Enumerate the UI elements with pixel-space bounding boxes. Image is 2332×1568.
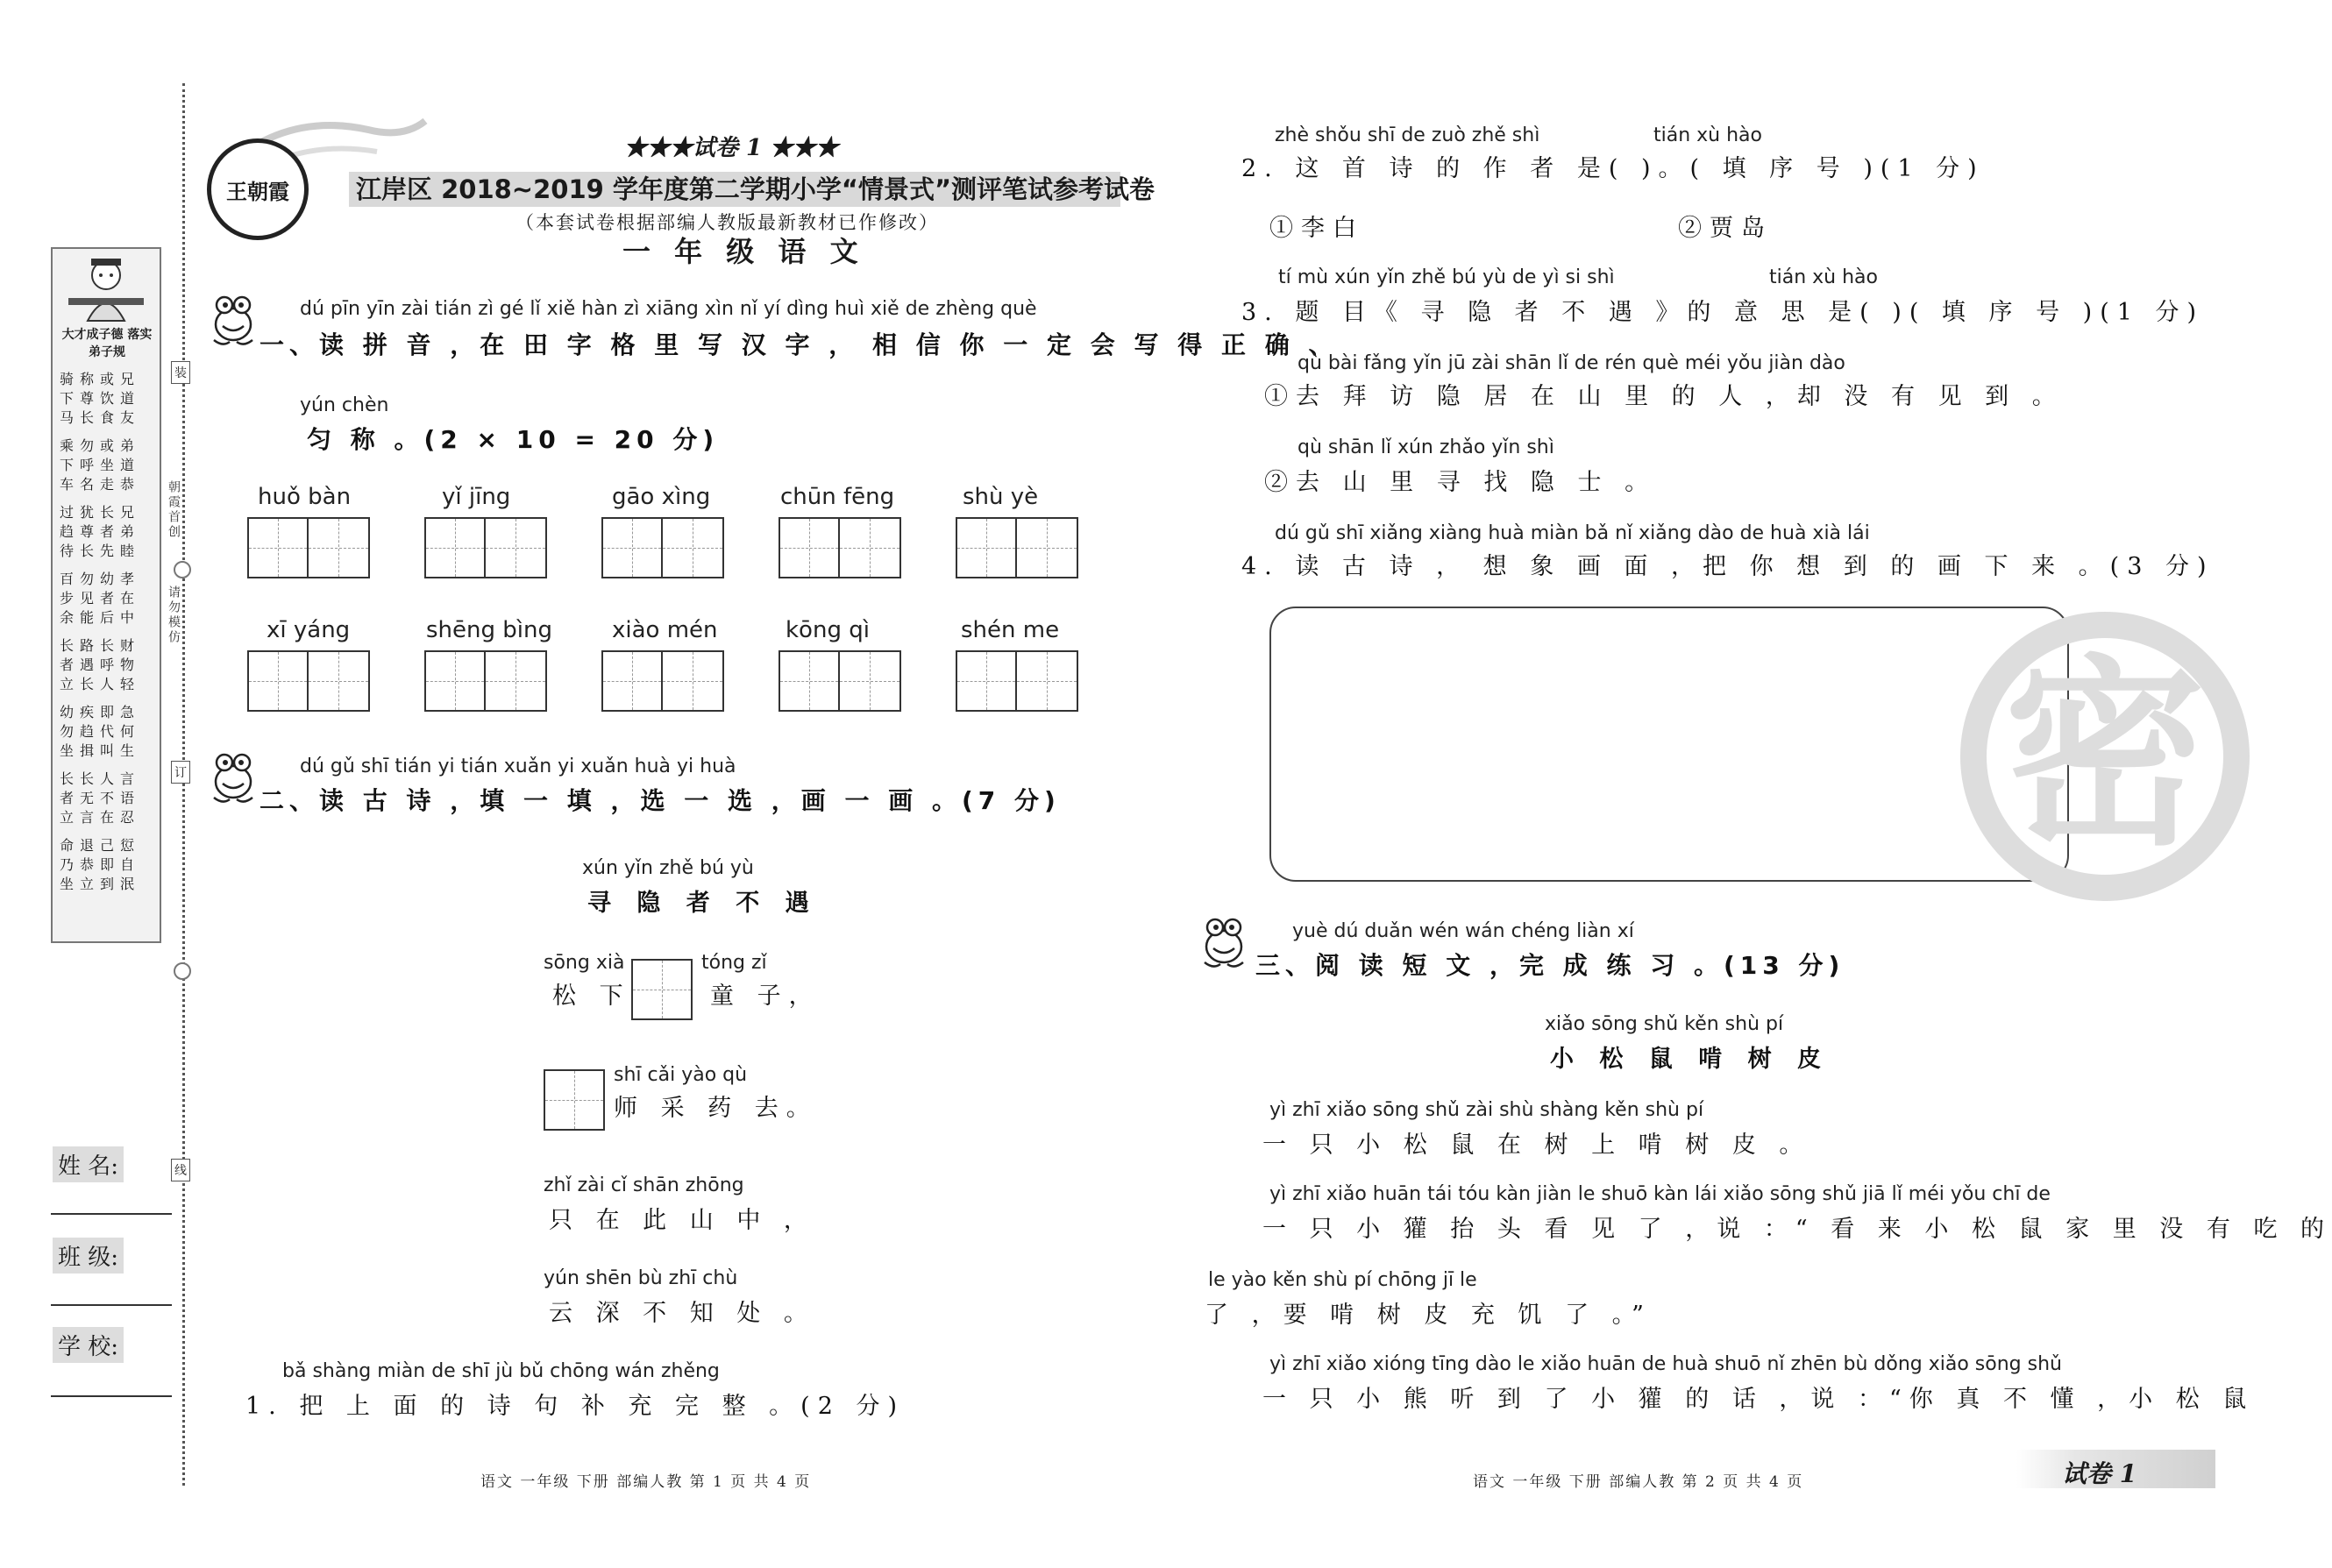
school-label: 学 校: [53, 1327, 124, 1363]
word-pinyin: gāo xìng [612, 484, 711, 510]
poem-line3-pinyin: zhǐ zài cǐ shān zhōng [544, 1174, 744, 1196]
motto-title: 大才成子德 落实弟子规 [61, 328, 153, 359]
exam-subtitle: （本套试卷根据部编人教版最新教材已作修改） [515, 212, 939, 233]
footer-right: 语文 一年级 下册 部编人教 第 2 页 共 4 页 [1473, 1473, 1804, 1491]
word-pinyin: shù yè [963, 484, 1039, 510]
binding-hole-icon [174, 561, 191, 578]
q3-option-2-pinyin: qù shān lǐ xún zhǎo yǐn shì [1298, 436, 1554, 458]
word-pinyin: yǐ jīng [442, 484, 511, 510]
watermark-seal [1960, 612, 2250, 901]
school-field[interactable] [51, 1395, 172, 1397]
watermark-glyph: 密 [2003, 639, 2206, 873]
footer-left: 语文 一年级 下册 部编人教 第 1 页 共 4 页 [480, 1473, 812, 1491]
tianzi-box[interactable] [956, 650, 1078, 712]
frog-mascot-icon [207, 289, 260, 351]
q2-text: 2. 这 首 诗 的 作 者 是( )。( 填 序 号 )(1 分) [1241, 155, 1985, 182]
tianzi-box[interactable] [424, 517, 547, 578]
class-label: 班 级: [53, 1238, 124, 1274]
story-p1-pinyin: yì zhī xiǎo sōng shǔ zài shù shàng kěn shù pí [1269, 1099, 1704, 1121]
brand-badge [207, 138, 309, 240]
q2-option-1[interactable]: ①李白 [1269, 215, 1364, 242]
poem-title-pinyin: xún yǐn zhě bú yù [582, 857, 754, 879]
motto-text: 骑称或兄 下尊饮道 马长食友 乘勿或弟 下呼坐道 车名走恭 过犹长兄 趋尊者弟 待长先睦 百勿幼孝 步见者在 余能后中 长路长财 者遇呼物 立长人轻 幼疾即急 勿趋代何 坐揖叫生 长长人言 者无不语 立言在忍 命退己愆 乃恭即自 坐立到泯 [60, 371, 141, 892]
grade-subject-title: 一 年 级 语 文 [622, 235, 865, 268]
q1-pinyin: bǎ shàng miàn de shī jù bǔ chōng wán zhěng [282, 1360, 720, 1382]
q3-pinyin-a: tí mù xún yǐn zhě bú yù de yì si shì [1278, 266, 1615, 288]
binding-tag-ding: 订 [171, 761, 190, 784]
poem-title: 寻 隐 者 不 遇 [587, 890, 818, 917]
exam-tag: ★★★试卷 1 ★★★ [624, 135, 839, 161]
q3-option-1-pinyin: qù bài fǎng yǐn jū zài shān lǐ de rén què méi yǒu jiàn dào [1298, 352, 1845, 374]
q2-option-2[interactable]: ②贾岛 [1678, 215, 1773, 242]
poem-line4-text: 云 深 不 知 处 。 [549, 1300, 815, 1327]
q2-pinyin-b: tián xù hào [1653, 124, 1762, 146]
footer-tag: 试卷 1 [2062, 1459, 2137, 1488]
poem-line2-text: 师 采 药 去。 [614, 1095, 818, 1122]
q3-pinyin-b: tián xù hào [1769, 266, 1878, 288]
tianzi-box[interactable] [424, 650, 547, 712]
poem-blank-box[interactable] [631, 959, 693, 1020]
name-label: 姓 名: [53, 1146, 124, 1182]
poem-line3-text: 只 在 此 山 中 ， [549, 1207, 815, 1234]
section1-heading-2: 匀 称 。(2 × 10 = 20 分) [307, 425, 720, 454]
class-field[interactable] [51, 1304, 172, 1306]
tianzi-box[interactable] [601, 517, 724, 578]
q4-pinyin: dú gǔ shī xiǎng xiàng huà miàn bǎ nǐ xiǎng dào de huà xià lái [1275, 522, 1870, 544]
poem-line2-pinyin: shī cǎi yào qù [614, 1064, 748, 1086]
name-field[interactable] [51, 1213, 172, 1215]
section1-heading: 一、读 拼 音 ，在 田 字 格 里 写 汉 字 ， 相 信 你 一 定 会 写 得 正 确 、 [260, 330, 1339, 359]
section1-pinyin: dú pīn yīn zài tián zì gé lǐ xiě hàn zì xiāng xìn nǐ yí dìng huì xiě de zhèng què [300, 298, 1037, 320]
story-title-pinyin: xiǎo sōng shǔ kěn shù pí [1545, 1013, 1784, 1035]
brand-badge-text: 王朝霞 [226, 178, 289, 204]
story-p4-text: 一 只 小 熊 听 到 了 小 獾 的 话 ，说 ：“你 真 不 懂 ，小 松 鼠 [1262, 1386, 2255, 1413]
side-note-no-copy: 请勿模仿 [167, 585, 181, 645]
story-p3-pinyin: le yào kěn shù pí chōng jī le [1208, 1269, 1477, 1291]
word-pinyin: chūn fēng [780, 484, 895, 510]
q3-option-1[interactable]: ①去 拜 访 隐 居 在 山 里 的 人 ，却 没 有 见 到 。 [1264, 383, 2064, 410]
tianzi-box[interactable] [601, 650, 724, 712]
tianzi-box[interactable] [779, 650, 901, 712]
exam-title: 江岸区 2018~2019 学年度第二学期小学“情景式”测评笔试参考试卷 [356, 174, 1155, 204]
story-p2-pinyin: yì zhī xiǎo huān tái tóu kàn jiàn le shuō kàn lái xiǎo sōng shǔ jiā lǐ méi yǒu chī de [1269, 1183, 2051, 1205]
section2-pinyin: dú gǔ shī tián yi tián xuǎn yi xuǎn huà yi huà [300, 756, 736, 777]
word-pinyin: kōng qì [786, 617, 870, 643]
section3-heading: 三、阅 读 短 文 ，完 成 练 习 。(13 分) [1255, 951, 1845, 980]
side-note-originality: 朝霞首创 [167, 480, 181, 540]
story-title: 小 松 鼠 啃 树 皮 [1550, 1046, 1830, 1073]
tianzi-box[interactable] [247, 517, 370, 578]
word-pinyin: shēng bìng [426, 617, 552, 643]
q3-text: 3. 题 目《 寻 隐 者 不 遇 》的 意 思 是( )( 填 序 号 )(1 分) [1241, 299, 2205, 326]
q1-text: 1. 把 上 面 的 诗 句 补 充 完 整 。(2 分) [245, 1393, 905, 1420]
word-pinyin: shén me [961, 617, 1060, 643]
story-p3-text: 了 ，要 啃 树 皮 充 饥 了 。” [1205, 1302, 1652, 1329]
q3-option-2[interactable]: ②去 山 里 寻 找 隐 士 。 [1264, 469, 1657, 496]
section1-pinyin-2: yún chèn [300, 394, 389, 416]
poem-line1-pinyin-b: tóng zǐ [701, 952, 767, 974]
binding-hole-icon [174, 962, 191, 980]
frog-mascot-icon [207, 747, 260, 808]
frog-mascot-icon [1198, 912, 1250, 973]
poem-line4-pinyin: yún shēn bù zhī chù [544, 1267, 738, 1289]
section2-heading: 二、读 古 诗 ，填 一 填 ，选 一 选 ，画 一 画 。(7 分) [260, 786, 1061, 815]
binding-tag-zhuang: 装 [171, 361, 190, 384]
q2-pinyin-a: zhè shǒu shī de zuò zhě shì [1275, 124, 1540, 146]
section3-pinyin: yuè dú duǎn wén wán chéng liàn xí [1292, 920, 1634, 942]
poem-line1-pinyin-a: sōng xià [544, 952, 625, 974]
q4-text: 4. 读 古 诗 ， 想 象 画 面 ，把 你 想 到 的 画 下 来 。(3 分) [1241, 553, 2215, 580]
binding-cut-line [182, 83, 185, 1486]
word-pinyin: xiào mén [612, 617, 718, 643]
dizigui-sidebar [51, 247, 161, 943]
drawing-answer-box[interactable] [1269, 607, 2069, 882]
story-p2-text: 一 只 小 獾 抬 头 看 见 了 ，说 ：“ 看 来 小 松 鼠 家 里 没 有 吃 的 [1262, 1216, 2332, 1243]
binding-tag-xian: 线 [171, 1159, 190, 1181]
story-p1-text: 一 只 小 松 鼠 在 树 上 啃 树 皮 。 [1262, 1132, 1811, 1159]
word-pinyin: xī yáng [267, 617, 351, 643]
scholar-figure-icon [53, 254, 160, 324]
poem-blank-box[interactable] [544, 1069, 605, 1131]
tianzi-box[interactable] [779, 517, 901, 578]
tianzi-box[interactable] [956, 517, 1078, 578]
story-p4-pinyin: yì zhī xiǎo xióng tīng dào le xiǎo huān de huà shuō nǐ zhēn bù dǒng xiǎo sōng shǔ [1269, 1353, 2062, 1375]
poem-line1-text-a: 松 下 [552, 983, 631, 1010]
word-pinyin: huǒ bàn [258, 484, 352, 510]
tianzi-box[interactable] [247, 650, 370, 712]
poem-line1-text-b: 童 子， [710, 983, 821, 1010]
